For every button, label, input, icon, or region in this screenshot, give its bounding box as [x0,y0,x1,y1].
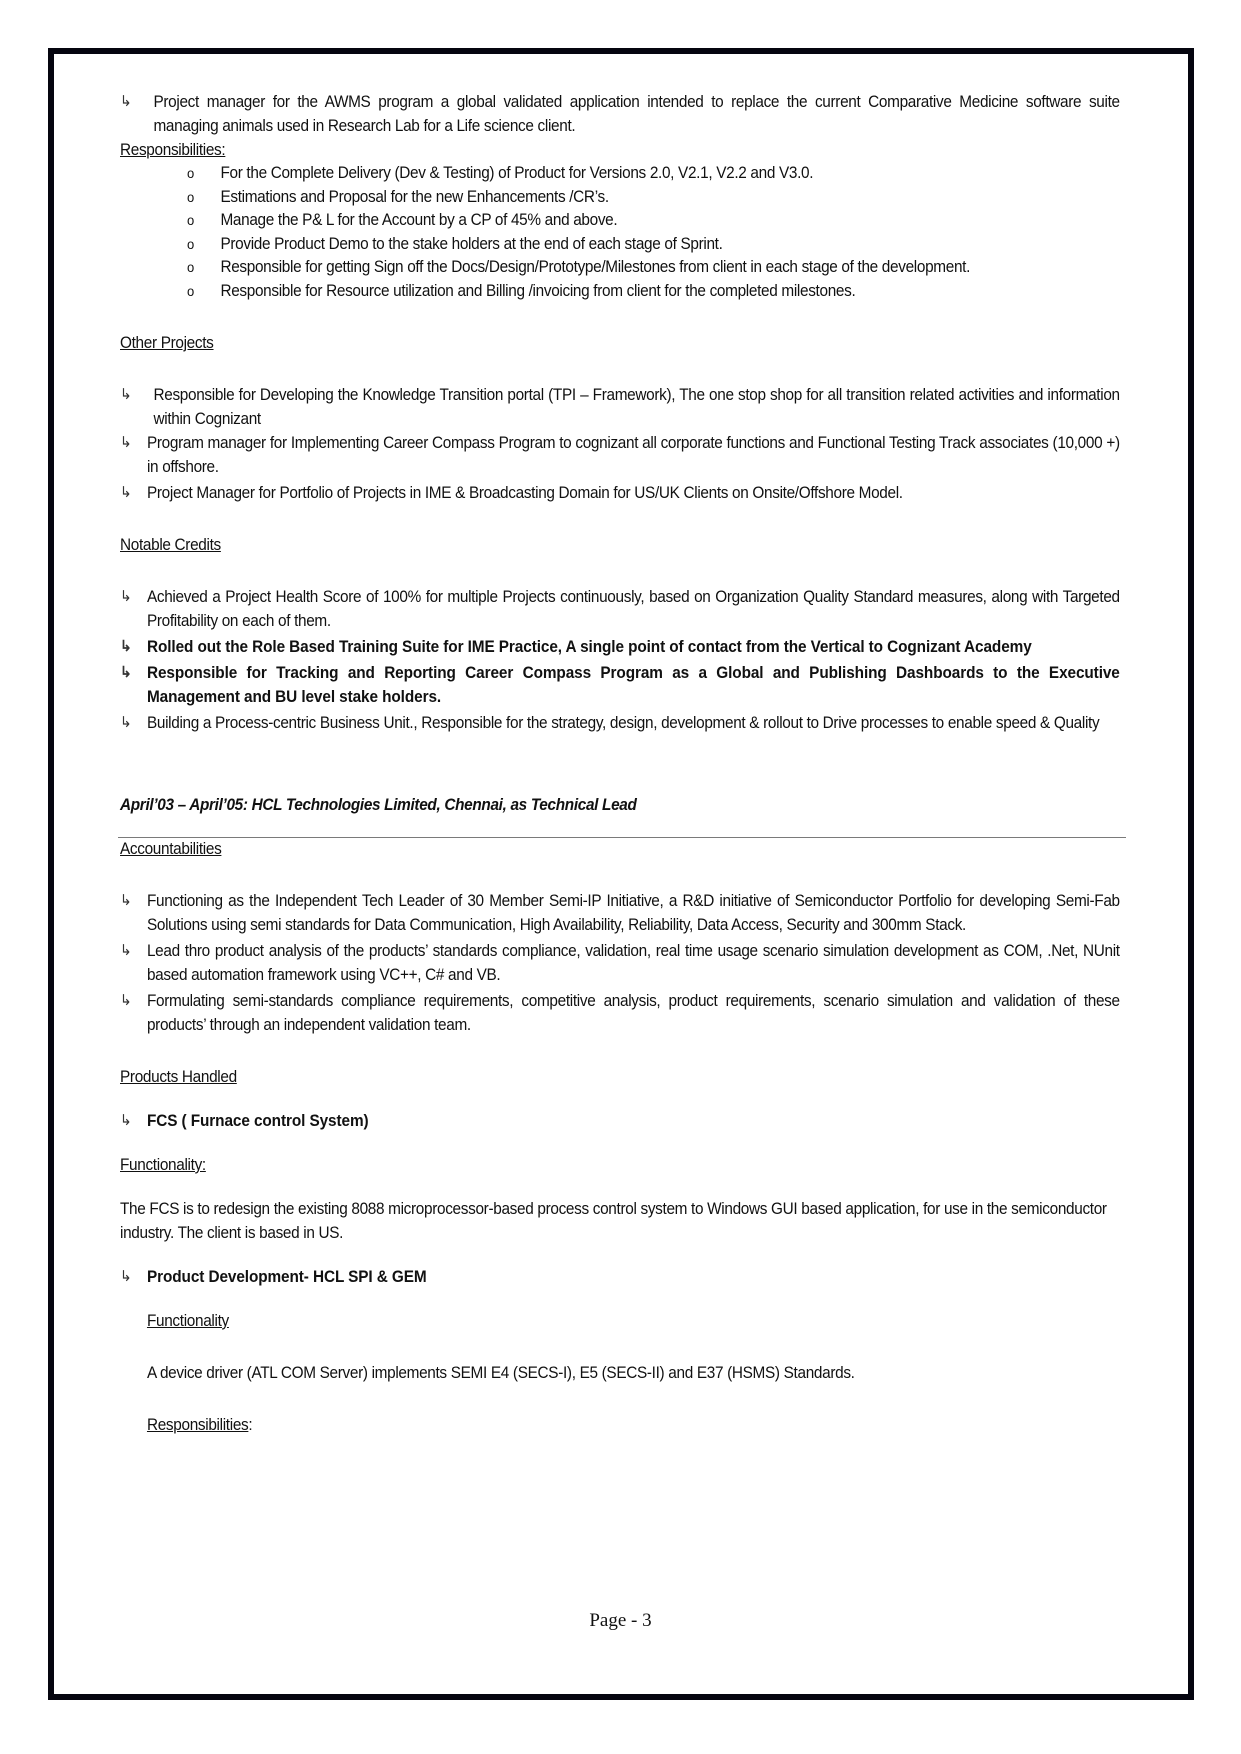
product-title: ↳ Product Development- HCL SPI & GEM [120,1265,1120,1289]
job-title-heading: April’03 – April’05: HCL Technologies Limited, Chennai, as Technical Lead [120,796,637,814]
list-item: ↳ Project manager for the AWMS program a global validated application intended to replace the current Comparative Medicine software suite managing animals used in Research Lab for a Life science client. [120,90,1120,138]
list-item: ↳ Program manager for Implementing Career Compass Program to cognizant all corporate functions and Functional Testing Track associates (10,000 +) in offshore. [120,431,1120,479]
hand-pointing-arrow-icon: ↳ [120,664,132,681]
list-item: ↳ Lead thro product analysis of the products’ standards compliance, validation, real time usage scenario simulation development as COM, .Net, NUnit based automation framework using VC++, C# and VB. [120,939,1120,987]
hand-pointing-arrow-icon: ↳ [120,992,132,1009]
hollow-circle-icon: o [186,188,194,205]
section-divider [118,837,1126,838]
product-description: The FCS is to redesign the existing 8088 microprocessor-based process control system to Windows GUI based application, for use in the semiconductor industry. The client is based in US. [120,1200,1107,1242]
page-number: Page - 3 [589,1610,652,1631]
section-heading-other-projects: Other Projects [120,334,214,352]
document-body [120,90,1120,1437]
list-item: ↳ Achieved a Project Health Score of 100% for multiple Projects continuously, based on Organization Quality Standard measures, along with Targeted Profitability on each of them. [120,585,1120,633]
list-item: o For the Complete Delivery (Dev & Testing) of Product for Versions 2.0, V2.1, V2.2 and V3.0. [187,162,1120,186]
section-heading-responsibilities: Responsibilities: [120,141,226,159]
product-description: A device driver (ATL COM Server) implements SEMI E4 (SECS-I), E5 (SECS-II) and E37 (HSMS) Standards. [146,1364,855,1382]
hollow-circle-icon: o [186,235,194,252]
hand-pointing-arrow-icon: ↳ [120,484,132,501]
list-item: ↳ Responsible for Developing the Knowledge Transition portal (TPI – Framework), The one stop shop for all transition related activities and information within Cognizant [120,383,1120,431]
hand-pointing-arrow-icon: ↳ [120,1268,132,1285]
hand-pointing-arrow-icon: ↳ [120,638,132,655]
hand-pointing-arrow-icon: ↳ [120,714,132,731]
hand-pointing-arrow-icon: ↳ [120,942,132,959]
list-item: o Provide Product Demo to the stake holders at the end of each stage of Sprint. [187,233,1120,257]
hollow-circle-icon: o [186,282,194,299]
section-heading-accountabilities: Accountabilities [120,840,222,858]
hand-pointing-arrow-icon: ↳ [120,386,132,403]
section-heading-functionality: Functionality [146,1312,229,1330]
hollow-circle-icon: o [186,165,194,181]
hand-pointing-arrow-icon: ↳ [120,588,132,605]
list-item: ↳ Responsible for Tracking and Reporting Career Compass Program as a Global and Publishing Dashboards to the Executive Management and BU level stake holders. [120,661,1120,709]
hand-pointing-arrow-icon: ↳ [120,93,132,110]
list-item: ↳ Functioning as the Independent Tech Leader of 30 Member Semi-IP Initiative, a R&D initiative of Semiconductor Portfolio for developing Semi-Fab Solutions using semi standards for Data Communication, High Availability, Reliability, Data Access, Security and 300mm Stack. [120,889,1120,937]
hand-pointing-arrow-icon: ↳ [120,892,132,909]
list-item: ↳ Formulating semi-standards compliance requirements, competitive analysis, product requirements, scenario simulation and validation of these products’ through an independent validation team. [120,989,1120,1037]
list-item: ↳ Building a Process-centric Business Unit., Responsible for the strategy, design, development & rollout to Drive processes to enable speed & Quality [120,711,1120,735]
list-item: ↳ Project Manager for Portfolio of Projects in IME & Broadcasting Domain for US/UK Clients on Onsite/Offshore Model. [120,481,1120,505]
list-item: o Estimations and Proposal for the new Enhancements /CR’s. [187,186,1120,210]
product-title: ↳ FCS ( Furnace control System) [120,1109,1120,1133]
hand-pointing-arrow-icon: ↳ [120,434,132,451]
hand-pointing-arrow-icon: ↳ [120,1112,132,1129]
section-heading-functionality: Functionality: [120,1156,206,1174]
hollow-circle-icon: o [186,259,194,275]
hollow-circle-icon: o [186,212,194,228]
section-heading-responsibilities: Responsibilities: [146,1416,253,1434]
list-item: o Responsible for getting Sign off the Docs/Design/Prototype/Milestones from client in each stage of the development. [187,256,1120,280]
list-item: ↳ Rolled out the Role Based Training Suite for IME Practice, A single point of contact from the Vertical to Cognizant Academy [120,635,1120,659]
section-heading-notable-credits: Notable Credits [120,536,221,554]
section-heading-products-handled: Products Handled [120,1068,237,1086]
list-item: o Responsible for Resource utilization and Billing /invoicing from client for the completed milestones. [187,280,1120,304]
responsibilities-list [120,162,1120,303]
list-item: o Manage the P& L for the Account by a CP of 45% and above. [187,209,1120,233]
